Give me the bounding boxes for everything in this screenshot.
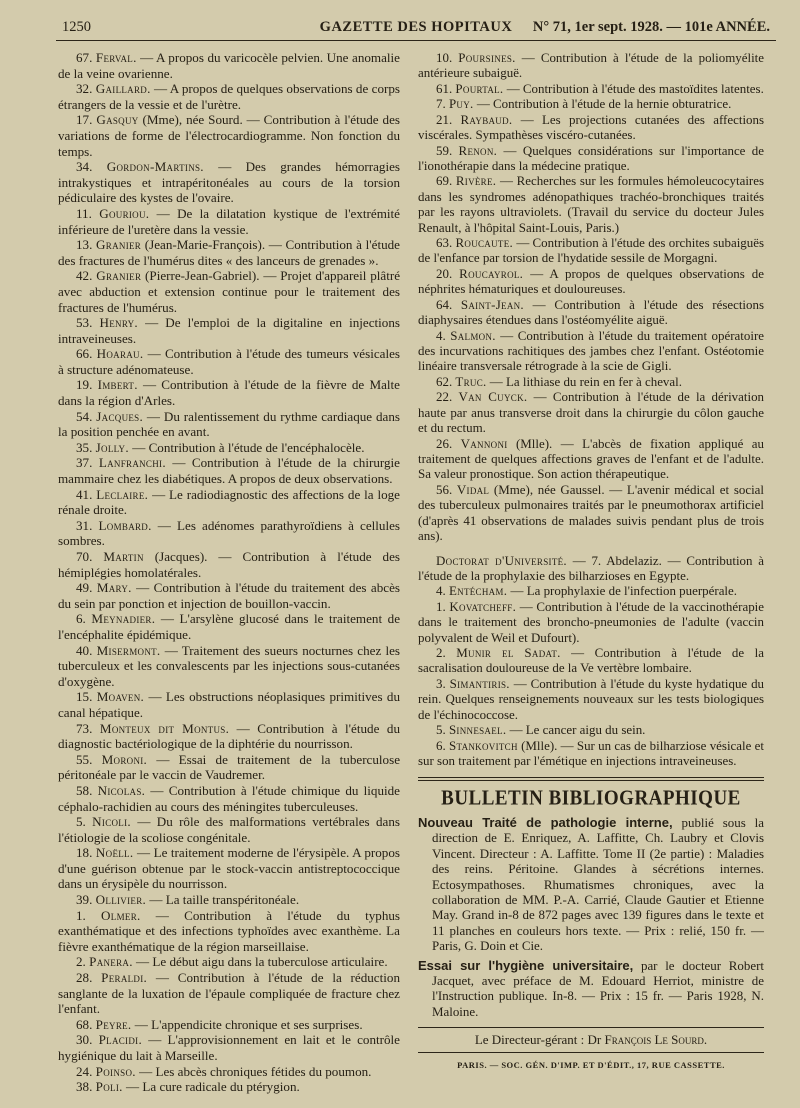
entry-author: Saint-Jean. [460,296,524,312]
thesis-entry [58,377,400,408]
entry-author: Mary. [96,580,132,596]
section-divider-double [418,780,764,781]
section-divider [418,777,764,778]
entry-author: Moaven. [96,689,145,705]
entry-number: 5. [76,814,86,830]
entry-number: 31. [76,517,93,533]
entry-title: — La taille transpéritonéale. [146,892,300,908]
entry-number: 42. [76,268,93,284]
book-title: Essai sur l'hygiène universitaire, [418,957,634,973]
entry-author: Stankovitch [449,737,518,753]
entry-number: 49. [76,580,93,596]
thesis-entry [418,235,764,266]
entry-author: Monteux dit Montus. [99,720,230,736]
thesis-entry [58,954,400,970]
entry-author: Henry. [99,315,139,331]
thesis-entry [418,738,764,769]
entry-number: 10. [436,50,453,65]
entry-author: Vidal [456,481,490,497]
entry-title: — Quelques considérations sur l'importance de l'ionothérapie dans la médecine pratique. [418,142,764,173]
entry-title: — Contribution à l'étude de la réduction sanglante de la luxation de l'épaule compliquée de fracture chez l'enfant. [58,970,400,1017]
thesis-entry [418,722,764,737]
thesis-entry [58,752,400,783]
entry-author: Noëll. [95,845,134,861]
entry-number: 5. [436,722,446,738]
entry-number: 4. [436,327,446,343]
entry-title: — Contribution à l'étude des tumeurs vésicales à structure adénomateuse. [58,346,400,377]
entry-number: 38. [76,1079,93,1095]
thesis-entry [418,436,764,482]
entry-author: Imbert. [97,377,138,393]
entry-author: Leclaire. [96,486,149,502]
entry-author: Placidi. [98,1032,143,1048]
thesis-entry [58,1017,400,1033]
thesis-entry [58,112,400,159]
entry-title: — Contribution à l'étude des résections diaphysaires étendues dans l'ostéomyélite aiguë. [418,296,764,328]
entry-title: — Les obstructions néoplasiques primitives du canal hépatique. [58,689,401,720]
book-details: par le docteur Robert Jacquet, avec préface de M. Edouard Herriot, ministre de l'Instruction publique. In-8. — Prix : 15 fr. — Paris 1928, N. Maloine. [432,957,764,1019]
entry-number: 40. [76,642,93,658]
entry-number: 35. [76,439,93,455]
entry-title: — 7. Abdelaziz. — Contribution à l'étude de la prophylaxie des bilharzioses en Egypte. [418,552,764,583]
entry-author: Van Cuyck. [458,389,528,405]
entry-number: 61. [436,80,453,96]
entry-number: 6. [76,611,86,627]
entry-title: (Jacques). — Contribution à l'étude des hémiplégies homolatérales. [58,549,400,580]
entry-number: 32. [76,81,93,97]
entry-author: Martin [103,549,144,564]
thesis-entry [58,518,400,549]
entry-title: — Contribution à l'étude du traitement opératoire des incurvations rachitiques des jambes chez l'enfant. Ostéotomie linéaire transversale rétrograde à la scie de Gigli. [418,327,765,374]
entry-number: 67. [76,50,93,65]
entry-title: — Le début aigu dans la tuberculose articulaire. [132,954,388,970]
entry-author: Roucaute. [455,235,514,251]
page-number: 1250 [62,19,91,35]
entry-title: — La prophylaxie de l'infection puerpérale. [507,583,738,599]
thesis-entry [418,676,764,722]
entry-number: 7. [436,96,446,112]
thesis-entry [58,908,400,955]
entry-author: Entécham. [448,583,508,599]
thesis-entry [58,81,400,112]
entry-author: Olmer. [101,907,141,923]
entry-title: — La lithiase du rein en fer à cheval. [486,373,682,389]
entry-title: — Du ralentissement du rythme cardiaque dans la position penchée en avant. [58,408,400,440]
thesis-entry [58,814,400,845]
thesis-entry [418,599,764,645]
entry-title: — Contribution à l'étude de la sacralisation douloureuse de la Ve vertèbre lombaire. [418,645,764,676]
entry-author: Hoarau. [96,346,144,362]
entry-title: — Le traitement moderne de l'érysipèle. A propos d'une guérison obtenue par le stock-vaccin antistreptococcique dans un érysipèle du nourrisson. [58,845,400,892]
entry-number: 24. [76,1063,93,1079]
thesis-entry [418,583,764,598]
director-prefix: Le Directeur-gérant : Dr [474,1032,605,1048]
entry-author: Peyre. [95,1016,132,1032]
entry-author: Gordon-Martins. [106,159,204,175]
entry-number: 26. [436,435,453,451]
entry-title: — Contribution à l'étude chimique du liquide céphalo-rachidien au cours des méningites tuberculeuses. [58,782,400,814]
entry-title: — Contribution à l'étude de la hernie obturatrice. [473,96,732,112]
entry-author: Gasquy [96,112,139,128]
thesis-entry [418,374,764,389]
entry-author: Sinnesael. [448,722,507,738]
entry-number: 15. [76,689,93,705]
entry-title: — Contribution à l'étude de l'encéphalocèle. [128,439,365,455]
entry-title: (Mlle). — L'abcès de fixation appliqué au traitement de quelques affections graves de l'enfant et de l'adulte. Sa valeur pronostique. Son action thérapeutique. [418,435,764,482]
bibliography-entry [418,815,764,954]
left-column [58,50,400,1095]
entry-title: — A propos de quelques observations de néphrites hématuriques et douloureuses. [418,265,764,297]
entry-author: Puy. [448,96,474,112]
bulletin-entries [418,815,764,1019]
entry-title: — Contribution à l'étude de la vaccinothérapie dans le traitement des broncho-pneumonies de l'adulte (vaccin polyvalent de Weil et Dufourt). [418,598,764,645]
entry-number: 19. [76,377,93,393]
thesis-entry [58,268,400,315]
thesis-entry [418,81,764,96]
entry-title: — A propos de quelques observations de corps étrangers de la vessie et de l'urètre. [58,81,400,112]
entry-title: — Contribution à l'étude de la dérivation haute par anus transverse droit dans la chirurgie du côlon gauche et du rectum. [418,389,765,436]
entry-number: 1. [436,598,446,614]
entry-number: 2. [436,645,446,661]
entry-title: — Le cancer aigu du sein. [506,722,646,738]
thesis-entry [418,389,764,435]
thesis-entry [58,611,400,642]
entry-author: Nicolas. [97,782,146,798]
director-name: François Le Sourd. [604,1032,708,1048]
entry-number: 22. [436,389,453,405]
thesis-entry [418,482,764,544]
thesis-entry [58,487,400,518]
thesis-entry [418,50,764,81]
entry-author: Moroni. [101,751,148,767]
entry-author: Lanfranchi. [98,455,166,471]
entry-author: Nicoli. [92,814,131,830]
book-details: publié sous la direction de E. Enriquez, A. Laffitte, Ch. Laubry et Clovis Vincent. Directeur : A. Laffitte. Tome II (2e partie) : Maladies des reins. Péritoine. Glandes à sécrétions internes. Ectosympathoses. Rhumatismes chroniques, avec la collaboration de MM. P.-A. Carrié, Claude Gautier et Etienne May. Grand in-8 de 872 pages avec 139 figures dans le texte et 11 planches en couleurs hors texte. — Prix : relié, 150 fr. — Paris, G. Doin et Cie. [432,814,765,954]
thesis-entry [58,549,400,580]
thesis-entry [418,112,764,143]
entry-author: Granier [96,237,142,253]
thesis-entry [58,721,400,752]
thesis-entry [58,892,400,908]
entry-author: Roucayrol. [459,265,524,281]
entry-title: — Contribution à l'étude de la fièvre de Malte dans la région d'Arles. [58,377,400,409]
entry-number: 63. [436,235,453,251]
doctorat-section [418,553,764,769]
entry-number: 1. [76,907,86,923]
thesis-entry [418,96,764,111]
entry-title: — Essai de traitement de la tuberculose péritonéale par le vaccin de Vaudremer. [58,751,401,783]
entry-author: Vannoni [460,435,508,451]
entry-number: 13. [76,237,93,253]
entry-title: — Contribution à l'étude du diagnostic bactériologique de la diphtérie du nourrisson. [58,720,400,752]
entry-title: — Contribution à l'étude des mastoïdites latentes. [503,80,764,96]
entry-number: 34. [76,159,93,175]
entry-title: — Les projections cutanées des affections viscérales. Sympathèses viscéro-cutanées. [418,111,765,143]
entry-author: Jolly. [95,439,129,455]
entry-title: (Mme), née Sourd. — Contribution à l'étude des variations de forme de l'électrocardiogramme. Non fonction du temps. [58,112,400,159]
entry-number: 73. [76,720,93,736]
thesis-entry [418,553,764,584]
thesis-entry [58,1064,400,1080]
entry-number: 4. [436,583,446,599]
entry-title: — De la dilatation kystique de l'extrémité inférieure de l'uretère dans la vessie. [58,205,400,237]
entry-title: — Contribution à l'étude de la poliomyélite antérieure subaiguë. [418,50,764,81]
entry-number: 64. [436,296,453,312]
entry-title: — Recherches sur les formules hémoleucocytaires dans les syndromes adénopathiques trachéo-bronchiques traités par les rayons ultraviolets. (Travail du service du docteur Jules Renault, à l'hôpital Saint-Louis, Paris.) [418,173,765,235]
entry-number: 66. [76,346,93,362]
entry-author: Renon. [458,142,498,158]
entry-number: 28. [76,970,93,986]
entry-number: 11. [76,205,92,221]
thesis-entry [58,409,400,440]
entry-author: Truc. [455,373,487,389]
thesis-entry [418,328,764,374]
entry-author: Doctorat d'Université. [436,552,567,568]
thesis-entry [418,645,764,676]
thesis-entry [58,50,400,81]
entry-author: Poursines. [458,50,516,65]
entry-title: — L'arsylène glucosé dans le traitement de l'encéphalite épidémique. [58,611,401,642]
entry-title: (Jean-Marie-François). — Contribution à l'étude des fractures de l'humérus dites « des lanceurs de grenades ». [58,237,400,268]
entry-number: 18. [76,845,93,861]
entry-title: — Contribution à l'étude de la chirurgie mammaire chez les diabétiques. A propos de deux observations. [58,455,400,487]
entry-title: — Traitement des sueurs nocturnes chez les tuberculeux et les convalescents par les injections sous-cutanées d'oxygène. [58,642,401,689]
entry-number: 62. [436,373,453,389]
entry-number: 39. [76,892,93,908]
issue-info: N° 71, 1er sept. 1928. — 101e ANNÉE. [532,19,770,35]
entry-number: 53. [76,315,93,331]
entry-title: (Mlle). — Sur un cas de bilharziose vésicale et sur son traitement par l'émétique en injections intraveineuses. [418,737,765,768]
thesis-entry [58,580,400,611]
entry-number: 68. [76,1016,93,1032]
thesis-entry [58,315,400,346]
entry-number: 55. [76,751,93,767]
entry-author: Meynadier. [91,611,156,627]
entry-number: 59. [436,142,453,158]
entry-author: Simantiris. [449,675,510,691]
entry-title: — A propos du varicocèle pelvien. Une anomalie de la veine ovarienne. [58,50,400,81]
entry-title: — Les adénomes parathyroïdiens à cellules sombres. [58,517,400,549]
thesis-entry [418,173,764,235]
entry-author: Panera. [89,954,133,970]
entry-number: 56. [436,481,453,497]
thesis-entry [58,455,400,486]
entry-title: — Des grandes hémorragies intrakystiques et intrapéritonéales au cours de la torsion pédiculaire des kystes de l'ovaire. [58,159,400,206]
entry-number: 37. [76,455,93,471]
entry-number: 17. [76,112,93,128]
entry-number: 3. [436,675,446,691]
thesis-entry [58,1032,400,1063]
entry-author: Poli. [95,1079,123,1095]
thesis-list-right [418,50,764,544]
entry-number: 30. [76,1032,93,1048]
entry-author: Munir el Sadat. [456,645,561,661]
entry-title: — L'appendicite chronique et ses surprises. [131,1016,363,1032]
right-column [418,50,764,1073]
entry-title: (Mme), née Gaussel. — L'avenir médical et social des tuberculeux pulmonaires traités par le pneumothorax artificiel (d'après 41 observations de malades suivis pendant plus de trois ans). [418,481,765,544]
thesis-entry [418,266,764,297]
entry-author: Ollivier. [95,892,147,908]
entry-author: Peraldi. [101,970,148,986]
thesis-entry [58,440,400,456]
entry-number: 6. [436,737,446,753]
thesis-entry [418,297,764,328]
entry-number: 21. [436,111,453,127]
entry-number: 54. [76,408,93,424]
entry-author: Granier [96,268,142,284]
journal-title: GAZETTE DES HOPITAUX [319,19,513,35]
entry-author: Lombard. [98,517,152,533]
thesis-entry [58,159,400,206]
entry-title: — La cure radicale du ptérygion. [122,1079,300,1095]
entry-title: — L'approvisionnement en lait et le contrôle hygiénique du lait à Marseille. [58,1032,400,1063]
entry-number: 41. [76,486,93,502]
entry-title: — Le radiodiagnostic des affections de la loge rénale droite. [58,486,400,518]
entry-author: Salmon. [450,327,496,343]
entry-author: Gaillard. [95,81,151,97]
entry-title: — Les abcès chroniques fétides du poumon. [135,1063,372,1079]
entry-author: Raybaud. [460,111,513,127]
page-header [56,14,776,41]
book-title: Nouveau Traité de pathologie interne, [418,814,673,830]
entry-number: 2. [76,954,86,970]
entry-author: Poinso. [95,1063,136,1079]
entry-author: Rivère. [455,173,497,189]
entry-title: — Contribution à l'étude du traitement des abcès du sein par ponction et injection de bouillon-vaccin. [58,580,401,611]
entry-author: Ferval. [95,50,137,65]
bibliography-entry [418,958,764,1020]
thesis-entry [58,689,400,720]
entry-number: 69. [436,173,453,189]
thesis-entry [58,783,400,814]
entry-author: Gouriou. [99,205,150,221]
thesis-entry [58,1079,400,1095]
thesis-entry [58,237,400,268]
entry-number: 70. [76,549,93,564]
entry-title: — De l'emploi de la digitaline en injections intraveineuses. [58,315,400,346]
entry-number: 58. [76,782,93,798]
director-box [418,1027,764,1052]
entry-title: — Contribution à l'étude des orchites subaiguës de l'enfance par torsion de l'hydatide sessile de Morgagni. [418,235,765,266]
printer-line: PARIS. — SOC. GÉN. D'IMP. ET D'ÉDIT., 17, RUE CASSETTE. [457,1059,725,1070]
entry-title: (Pierre-Jean-Gabriel). — Projet d'appareil plâtré avec abduction et extension continue pour le traitement des fractures de l'humérus. [58,268,401,315]
entry-author: Jacques. [96,408,144,424]
entry-author: Misermont. [96,642,161,658]
thesis-entry [418,143,764,174]
thesis-entry [58,206,400,237]
thesis-entry [58,845,400,892]
entry-author: Kovatcheff. [449,598,517,614]
bulletin-title: BULLETIN BIBLIOGRAPHIQUE [441,787,741,811]
entry-title: — Du rôle des malformations vertébrales dans l'étiologie de la scoliose congénitale. [58,814,400,845]
thesis-entry [58,346,400,377]
thesis-entry [58,970,400,1017]
entry-author: Pourtal. [455,80,504,96]
entry-number: 20. [436,265,453,281]
entry-title: — Contribution à l'étude du kyste hydatique du rein. Quelques renseignements nouveaux sur les tests biologiques de l'échinococcose. [418,675,765,722]
entry-title: — Contribution à l'étude du typhus exanthématique et des infections typhoïdes avec exanthème. La fièvre exanthématique de la région marseillaise. [58,907,401,954]
thesis-entry [58,643,400,690]
